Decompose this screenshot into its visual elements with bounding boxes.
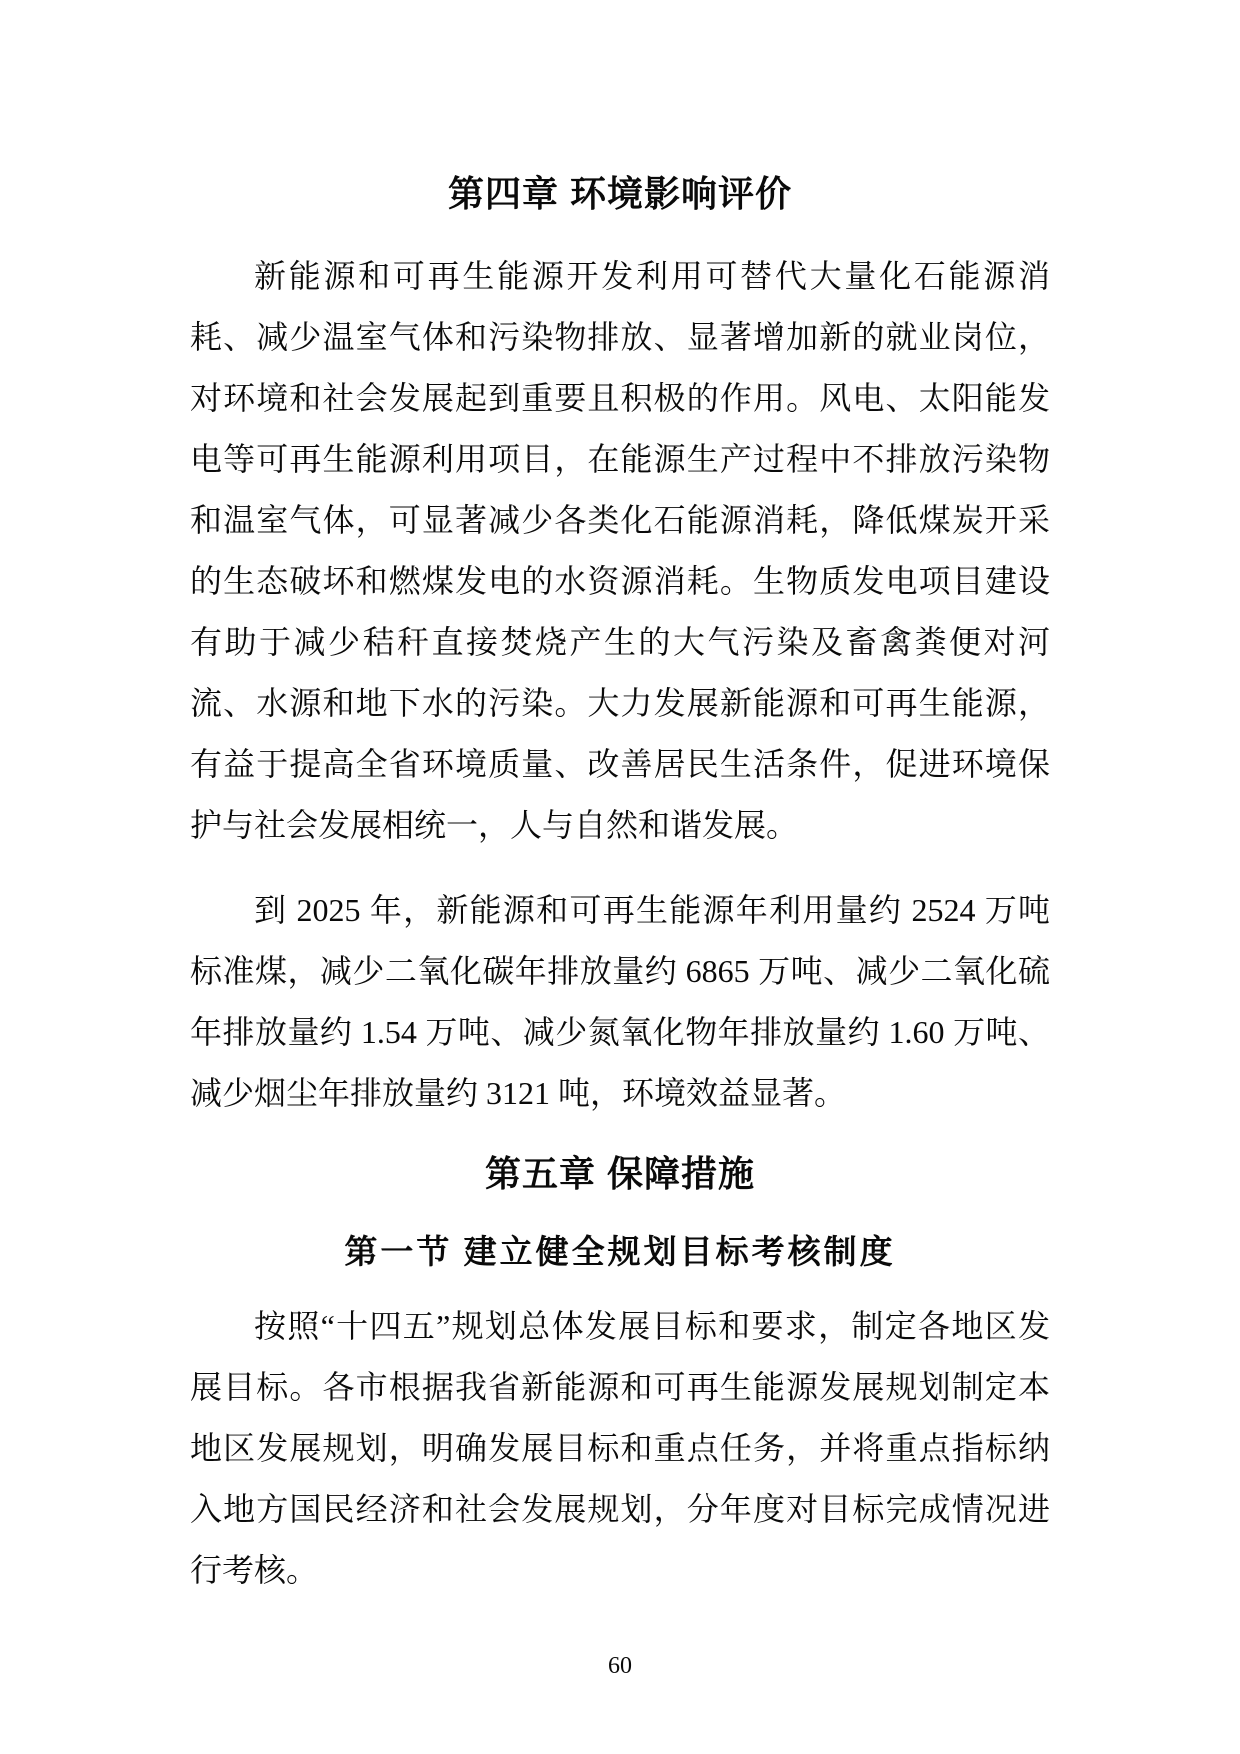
paragraph-line: 有助于减少秸秆直接焚烧产生的大气污染及畜禽粪便对河 xyxy=(190,624,1050,660)
paragraph-line: 护与社会发展相统一，人与自然和谐发展。 xyxy=(190,807,799,843)
paragraph-line: 对环境和社会发展起到重要且积极的作用。风电、太阳能发 xyxy=(190,380,1050,416)
paragraph-2025-targets xyxy=(190,880,1050,1124)
paragraph-line: 行考核。 xyxy=(190,1552,319,1588)
chapter5-heading: 第五章 保障措施 xyxy=(484,1153,755,1194)
chapter4-heading: 第四章 环境影响评价 xyxy=(447,173,792,214)
paragraph-line: 展目标。各市根据我省新能源和可再生能源发展规划制定本 xyxy=(190,1369,1050,1405)
section1-heading: 第一节 建立健全规划目标考核制度 xyxy=(344,1235,896,1271)
paragraph-line: 的生态破坏和燃煤发电的水资源消耗。生物质发电项目建设 xyxy=(190,563,1050,599)
paragraph-line: 和温室气体，可显著减少各类化石能源消耗，降低煤炭开采 xyxy=(190,502,1050,538)
paragraph-line: 耗、减少温室气体和污染物排放、显著增加新的就业岗位， xyxy=(190,319,1050,355)
paragraph-line: 减少烟尘年排放量约 3121 吨，环境效益显著。 xyxy=(190,1075,847,1111)
paragraph-assessment-system xyxy=(190,1296,1050,1601)
page-content xyxy=(190,172,1050,1681)
paragraph-line: 到 2025 年，新能源和可再生能源年利用量约 2524 万吨 xyxy=(254,892,1050,928)
paragraph-line: 电等可再生能源利用项目，在能源生产过程中不排放污染物 xyxy=(190,441,1050,477)
paragraph-line: 流、水源和地下水的污染。大力发展新能源和可再生能源， xyxy=(190,685,1050,721)
paragraph-line: 新能源和可再生能源开发利用可替代大量化石能源消 xyxy=(254,258,1050,294)
paragraph-line: 按照“十四五”规划总体发展目标和要求，制定各地区发 xyxy=(254,1308,1050,1344)
paragraph-line: 有益于提高全省环境质量、改善居民生活条件，促进环境保 xyxy=(190,746,1050,782)
page-number: 60 xyxy=(608,1653,632,1679)
paragraph-environmental-benefits xyxy=(190,246,1050,856)
paragraph-line: 标准煤，减少二氧化碳年排放量约 6865 万吨、减少二氧化硫 xyxy=(190,953,1050,989)
paragraph-line: 入地方国民经济和社会发展规划，分年度对目标完成情况进 xyxy=(190,1491,1050,1527)
paragraph-line: 年排放量约 1.54 万吨、减少氮氧化物年排放量约 1.60 万吨、 xyxy=(190,1014,1050,1050)
paragraph-line: 地区发展规划，明确发展目标和重点任务，并将重点指标纳 xyxy=(190,1430,1050,1466)
